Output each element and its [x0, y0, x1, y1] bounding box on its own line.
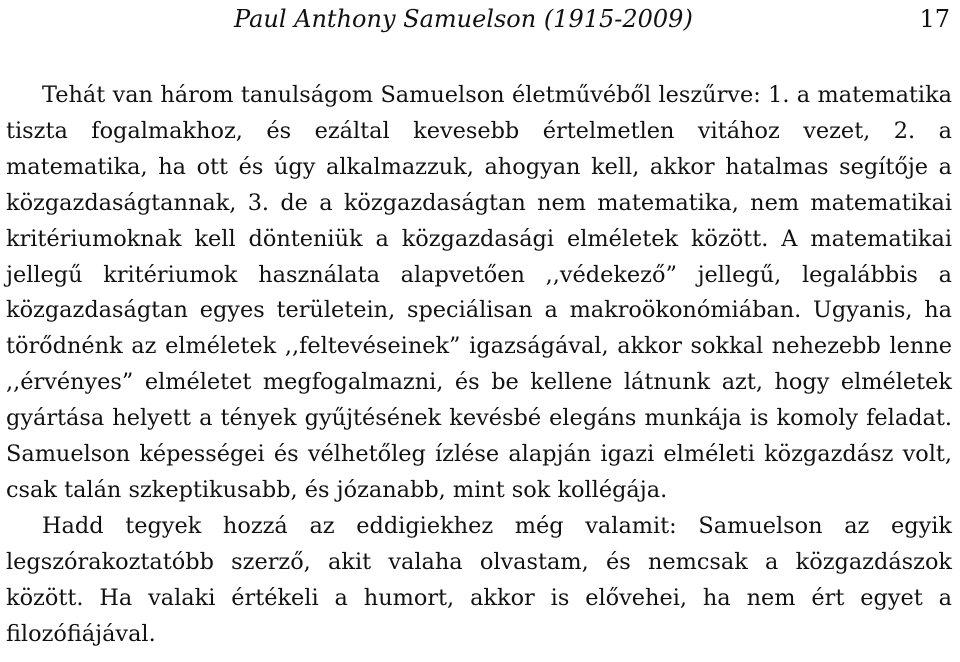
paragraph-2: Hadd tegyek hozzá az eddigiekhez még valamit: Samuelson az egyik legszórakoztatóbb szerző, akit valaha olvastam, és nemcsak a közgazdászok között. Ha valaki értékeli a humort, akkor is elővehei, ha nem ért egyet a filozófiájával.	[6, 512, 952, 647]
page-number: 17	[919, 5, 950, 33]
running-title: Paul Anthony Samuelson (1915-2009)	[234, 5, 693, 33]
running-header	[6, 0, 952, 48]
paragraph-1: Tehát van három tanulságom Samuelson életművéből leszűrve: 1. a matematika tiszta fogalmakhoz, és ezáltal kevesebb értelmetlen vitához vezet, 2. a matematika, ha ott és úgy alkalmazzuk, ahogyan kell, akkor hatalmas segítője a közgazdaságtannak, 3. de a közgazdaságtan nem matematika, nem matematikai kritériumoknak kell dönteniük a közgazdasági elméletek között. A matematikai jellegű kritériumok használata alapvetően ,,védekező” jellegű, legalábbis a közgazdaságtan egyes területein, speciálisan a makroökonómiában. Ugyanis, ha törődnénk az elméletek ,,feltevéseinek” igazságával, akkor sokkal nehezebb lenne ,,érvényes” elméletet megfogalmazni, és be kellene látnunk azt, hogy elméletek gyártása helyett a tények gyűjtésének kevésbé elegáns munkája is komoly feladat. Samuelson képességei és vélhetőleg ízlése alapján igazi elméleti közgazdász volt, csak talán szkeptikusabb, és józanabb, mint sok kollégája.	[6, 82, 952, 503]
body-text	[6, 78, 952, 653]
